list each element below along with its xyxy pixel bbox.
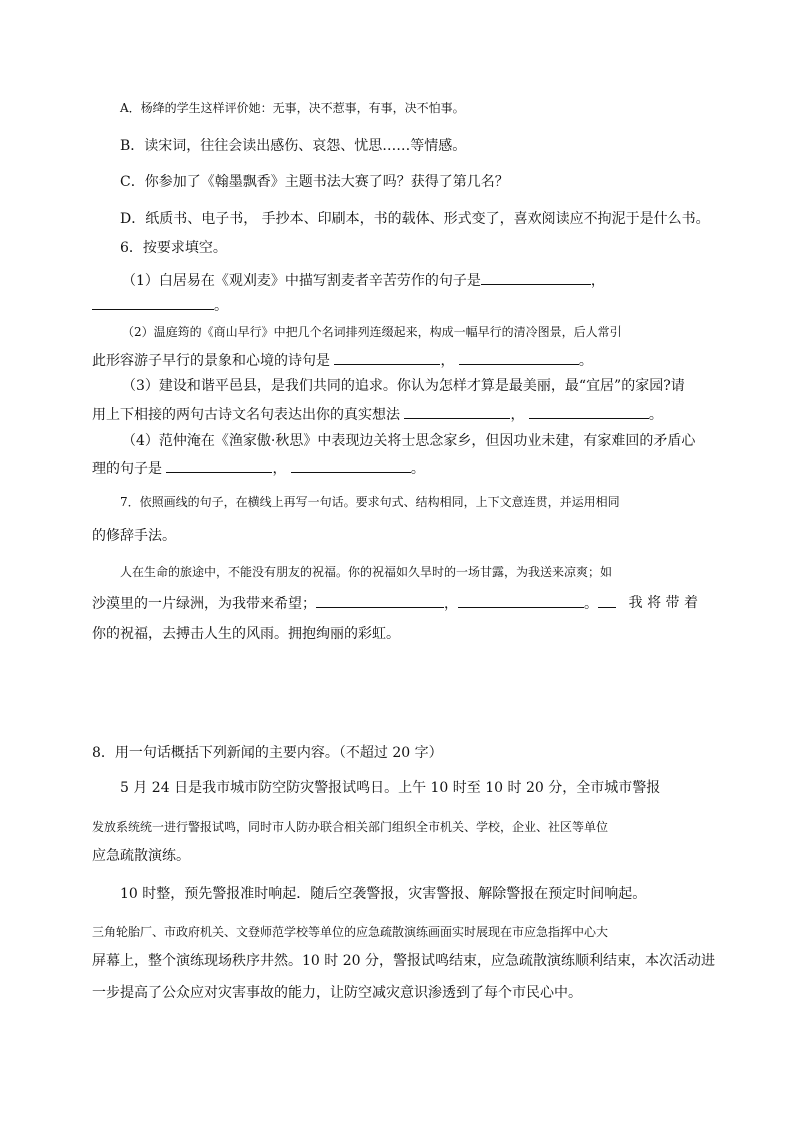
answer-blank[interactable] (334, 350, 440, 365)
q8-news-line2: 发放系统统一进行警报试鸣，同时市人防办联合相关部门组织全市机关、学校，企业、社区等单位 (92, 820, 609, 834)
q6-title: 6．按要求填空。 (120, 240, 227, 256)
q6-item-4-line1: （4）范仲淹在《渔家傲·秋思》中表现边关将士思念家乡，但因功业未建，有家难回的矛盾心 (122, 433, 696, 449)
answer-blank[interactable] (481, 270, 591, 285)
answer-blank[interactable] (598, 593, 616, 608)
q7-instruction-line2: 的修辞手法。 (92, 528, 176, 544)
q5-option-c: C．你参加了《翰墨飘香》主题书法大赛了吗？获得了第几名？ (120, 174, 509, 190)
answer-blank[interactable] (166, 458, 272, 473)
q6-item-1: （1）白居易在《观刈麦》中描写割麦者辛苦劳作的句子是 ， (122, 270, 605, 291)
answer-blank[interactable] (459, 350, 579, 365)
q8-news-line1: 5 月 24 日是我市城市防空防灾警报试鸣日。上午 10 时至 10 时 20 分，全市城市警报 (120, 780, 661, 796)
q8-news-line5: 三角轮胎厂、市政府机关、文登师范学校等单位的应急疏散演练画面实时展现在市应急指挥中心大 (92, 925, 609, 939)
q6-item-3-line2: 用上下相接的两句古诗文名句表达出你的真实想法 ， 。 (92, 404, 663, 425)
q8-news-line7: 一步提高了公众应对灾害事故的能力，让防空减灾意识渗透到了每个市民心中。 (92, 985, 582, 1001)
answer-blank[interactable] (458, 593, 584, 608)
q7-passage-line1: 人在生命的旅途中，不能没有朋友的祝福。你的祝福如久旱时的一场甘露，为我送来凉爽；如 (120, 565, 613, 579)
q6-item-2-line1: （2）温庭筠的《商山早行》中把几个名词排列连缀起来，构成一幅早行的清冷图景，后人常引 (122, 325, 622, 339)
answer-blank[interactable] (404, 404, 510, 419)
q5-option-a: A．杨绛的学生这样评价她：无事，决不惹事，有事，决不怕事。 (120, 101, 465, 115)
q6-item-1-cont: 。 (92, 295, 228, 316)
answer-blank[interactable] (291, 458, 411, 473)
q5-option-b: B．读宋词，往往会读出感伤、哀怨、忧思……等情感。 (120, 138, 467, 154)
q8-news-line6: 屏幕上，整个演练现场秩序井然。10 时 20 分，警报试鸣结束，应急疏散演练顺利结束，本次活动进 (92, 953, 715, 969)
q7-passage-line3: 你的祝福，去搏击人生的风雨。拥抱绚丽的彩虹。 (92, 626, 400, 642)
q8-news-line3: 应急疏散演练。 (92, 848, 190, 864)
q7-passage-line2: 沙漠里的一片绿洲，为我带来希望； ， 。 我 将 带 着 (92, 595, 698, 612)
answer-blank[interactable] (529, 404, 649, 419)
q7-instruction-line1: 7．依照画线的句子，在横线上再写一句话。要求句式、结构相同，上下文意连贯，并运用相同 (120, 495, 620, 509)
q6-item-2-line2: 此形容游子早行的景象和心境的诗句是 ， 。 (92, 350, 593, 371)
q8-news-line4: 10 时整，预先警报准时响起．随后空袭警报，灾害警报、解除警报在预定时间响起。 (120, 886, 647, 902)
answer-blank[interactable] (92, 295, 214, 310)
q8-title: 8．用一句话概括下列新闻的主要内容。（不超过 20 字） (92, 745, 443, 761)
answer-blank[interactable] (316, 593, 444, 608)
q6-item-4-line2: 理的句子是 ， 。 (92, 458, 425, 479)
q6-item-3-line1: （3）建设和谐平邑县，是我们共同的追求。你认为怎样才算是最美丽，最“宜居”的家园?请 (122, 378, 685, 394)
q5-option-d: D．纸质书、电子书， 手抄本、印刷本，书的载体、形式变了，喜欢阅读应不拘泥于是什么书。 (120, 211, 710, 227)
